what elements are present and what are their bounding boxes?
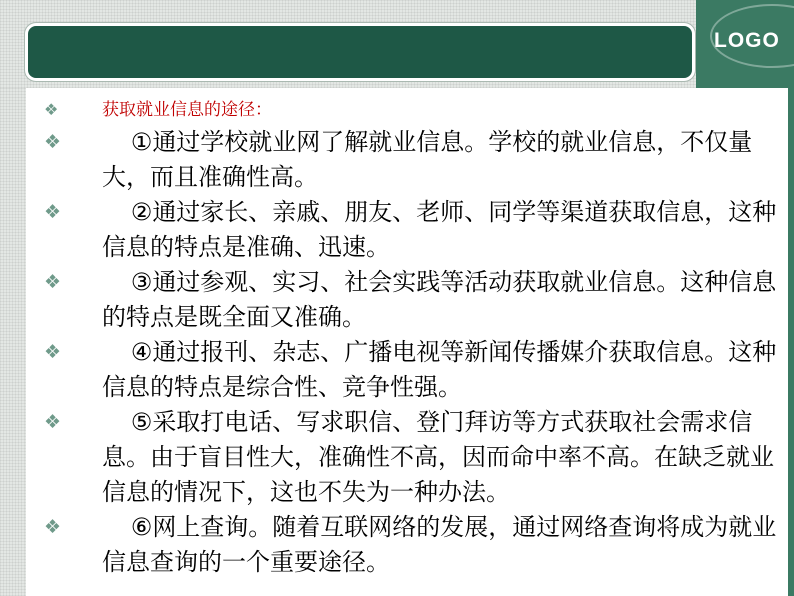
diamond-bullet-icon: ❖ (44, 271, 62, 293)
list-item (44, 335, 784, 405)
diamond-bullet-icon: ❖ (44, 131, 62, 153)
diamond-bullet-icon: ❖ (44, 100, 59, 119)
logo: LOGO (714, 29, 780, 52)
heading-row (44, 95, 784, 125)
diamond-bullet-icon: ❖ (44, 341, 62, 363)
list-item (44, 510, 784, 580)
list-item (44, 125, 784, 195)
list-item-text: ③通过参观、实习、社会实践等活动获取就业信息。这种信息的特点是既全面又准确。 (102, 268, 777, 331)
list-item-text: ④通过报刊、杂志、广播电视等新闻传播媒介获取信息。这种信息的特点是综合性、竞争性强。 (102, 338, 777, 401)
diamond-bullet-icon: ❖ (44, 516, 62, 538)
heading-text: 获取就业信息的途径： (102, 100, 272, 120)
list-item (44, 265, 784, 335)
list-item-text: ②通过家长、亲戚、朋友、老师、同学等渠道获取信息，这种信息的特点是准确、迅速。 (102, 198, 777, 261)
side-background (0, 88, 26, 596)
list-item-text: ⑤采取打电话、写求职信、登门拜访等方式获取社会需求信息。由于盲目性大，准确性不高，因而命中率不高。在缺乏就业信息的情况下，这也不失为一种办法。 (102, 408, 774, 506)
diamond-bullet-icon: ❖ (44, 201, 62, 223)
diamond-bullet-icon: ❖ (44, 411, 62, 433)
title-bar (28, 26, 692, 78)
list-item (44, 405, 784, 510)
list-item (44, 195, 784, 265)
right-edge-band (788, 88, 794, 596)
slide-content (44, 95, 784, 580)
list-item-text: ①通过学校就业网了解就业信息。学校的就业信息，不仅量大，而且准确性高。 (102, 128, 753, 191)
list-item-text: ⑥网上查询。随着互联网络的发展，通过网络查询将成为就业信息查询的一个重要途径。 (102, 513, 777, 576)
